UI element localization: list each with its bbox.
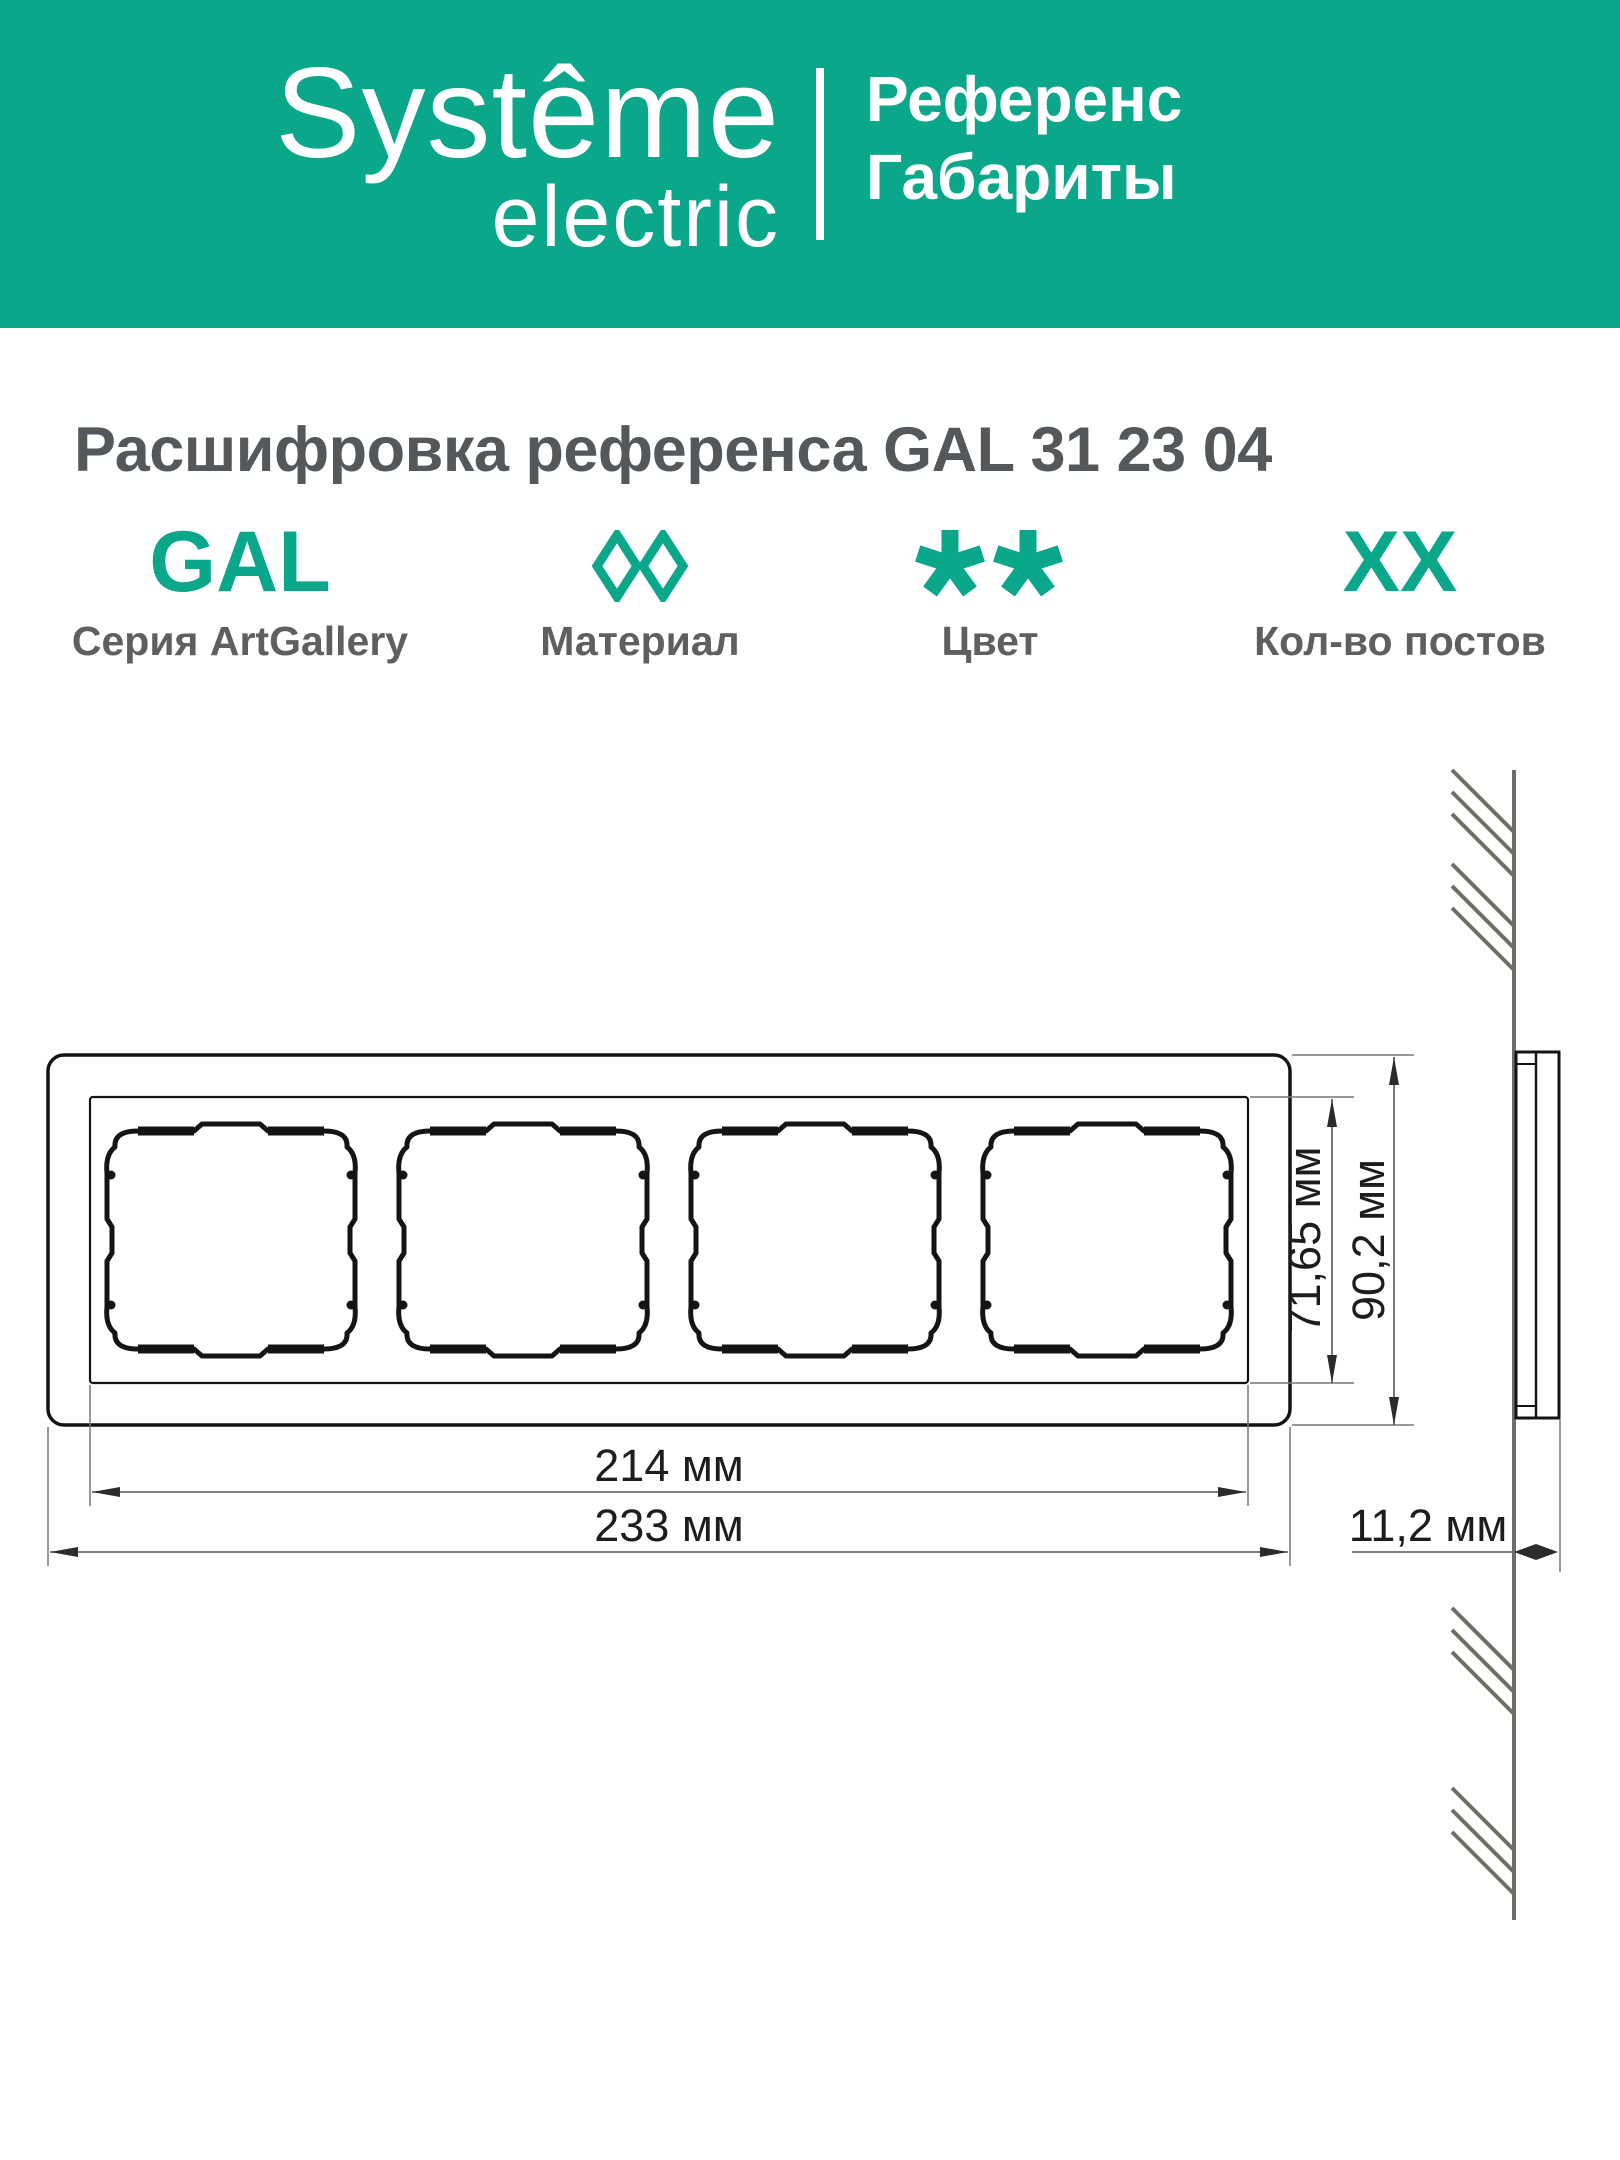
legend-label-color: Цвет xyxy=(941,618,1039,664)
header-banner xyxy=(0,0,1620,328)
wall-line xyxy=(1452,770,1514,1920)
legend-label-material: Материал xyxy=(540,618,740,664)
post-opening-4 xyxy=(983,1124,1232,1356)
series-code: GAL xyxy=(149,513,331,610)
post-opening-2 xyxy=(399,1124,648,1356)
dim-inner-width-label: 214 мм xyxy=(594,1440,744,1491)
diamonds-icon xyxy=(590,530,690,602)
dim-outer-width-label: 233 мм xyxy=(594,1500,744,1551)
dim-inner-height-label: 71,65 мм xyxy=(1279,1146,1330,1334)
legend-item-posts xyxy=(1180,513,1620,665)
legend-item-series xyxy=(0,513,480,665)
logo-line2: electric xyxy=(491,169,780,265)
dimension-drawing xyxy=(0,760,1620,2160)
header-divider xyxy=(816,68,824,240)
post-opening-3 xyxy=(691,1124,940,1356)
legend-item-color xyxy=(800,518,1180,665)
legend-item-material xyxy=(480,518,800,665)
systeme-electric-logo xyxy=(0,42,780,265)
drawing-svg xyxy=(0,760,1620,2160)
legend-label-posts: Кол-во постов xyxy=(1254,618,1546,664)
page-title: Расшифровка референса GAL 31 23 04 xyxy=(74,415,1272,485)
frame-side-view xyxy=(1516,1052,1559,1418)
asterisks-icon xyxy=(910,520,1070,602)
posts-code: XX xyxy=(1342,513,1458,610)
frame-front-view xyxy=(48,1055,1290,1425)
dim-depth-label: 11,2 мм xyxy=(1348,1500,1508,1551)
legend-label-series: Серия ArtGallery xyxy=(71,618,409,664)
post-opening-1 xyxy=(107,1124,356,1356)
reference-legend xyxy=(0,513,1620,665)
logo-line1: Systême xyxy=(275,42,780,185)
header-subtitle-line2: Габариты xyxy=(866,141,1177,214)
dim-outer-height-label: 90,2 мм xyxy=(1343,1159,1394,1321)
header-subtitle xyxy=(866,60,1182,216)
header-subtitle-line1: Референс xyxy=(866,63,1183,135)
